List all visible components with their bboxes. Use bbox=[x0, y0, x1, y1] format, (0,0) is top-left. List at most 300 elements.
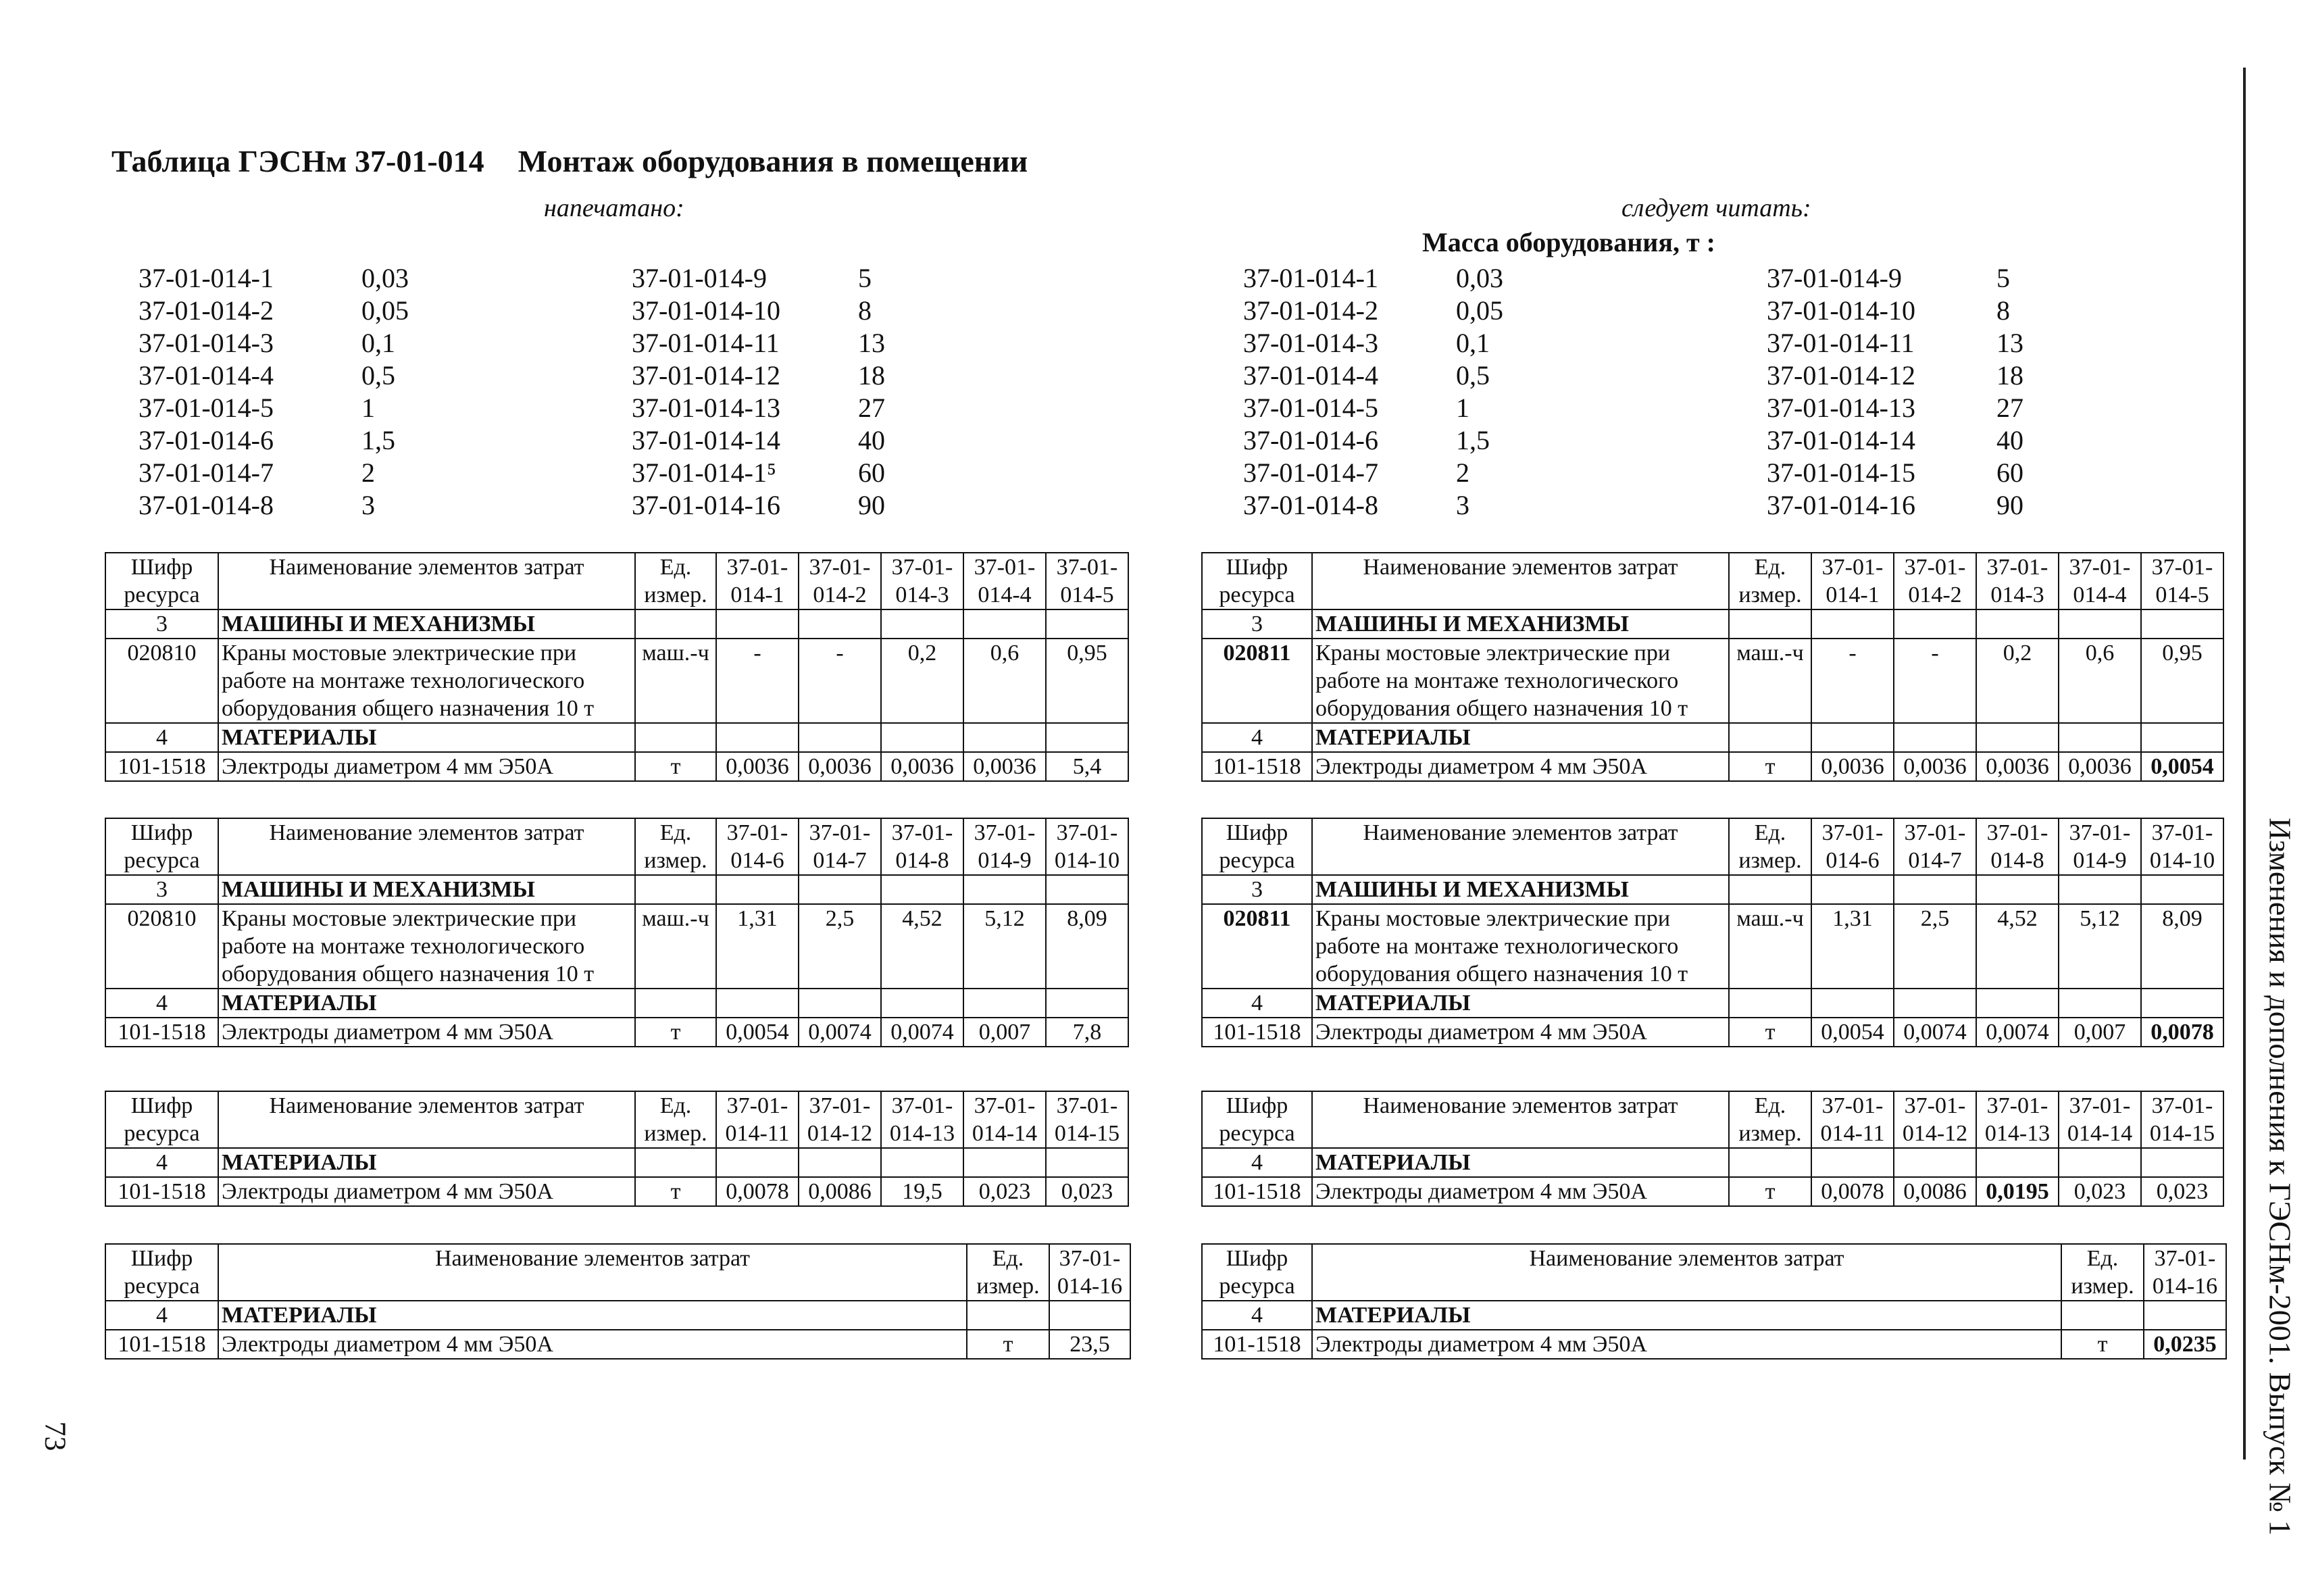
table-2-corrected bbox=[1201, 818, 2224, 1047]
resource-name: Электроды диаметром 4 мм Э50А bbox=[218, 1177, 635, 1206]
mass-code: 37-01-014-6 bbox=[1243, 425, 1378, 455]
section-title: МАТЕРИАЛЫ bbox=[218, 1148, 635, 1177]
table-row bbox=[105, 723, 1128, 752]
empty-cell bbox=[2141, 609, 2223, 639]
norm-value: 0,0195 bbox=[1976, 1177, 2059, 1206]
header-name: Наименование элементов затрат bbox=[218, 1244, 967, 1301]
header-name: Наименование элементов затрат bbox=[1312, 1091, 1729, 1148]
mass-code: 37-01-014-11 bbox=[1767, 328, 1915, 358]
mass-list-row bbox=[139, 457, 912, 489]
header-norm-code: 37-01- 014-13 bbox=[881, 1091, 963, 1148]
section-title: МАТЕРИАЛЫ bbox=[218, 723, 635, 752]
empty-cell bbox=[881, 875, 963, 904]
header-norm-code: 37-01- 014-8 bbox=[881, 818, 963, 875]
empty-cell bbox=[716, 609, 799, 639]
resource-code: 101-1518 bbox=[1202, 1330, 1312, 1359]
resource-code: 020811 bbox=[1202, 639, 1312, 723]
resource-unit: т bbox=[635, 1177, 716, 1206]
empty-cell bbox=[635, 875, 716, 904]
mass-list-row bbox=[1243, 327, 2051, 359]
header-norm-code: 37-01- 014-6 bbox=[716, 818, 799, 875]
resource-unit: т bbox=[1729, 1177, 1811, 1206]
norm-value: 1,31 bbox=[716, 904, 799, 989]
empty-cell bbox=[716, 989, 799, 1018]
resource-name: Электроды диаметром 4 мм Э50А bbox=[1312, 752, 1729, 781]
empty-cell bbox=[2059, 875, 2141, 904]
norm-value: 0,95 bbox=[1046, 639, 1128, 723]
norm-value: 4,52 bbox=[1976, 904, 2059, 989]
resource-name: Краны мостовые электрические при работе на монтаже технологического оборудования общего назначения 10 т bbox=[218, 639, 635, 723]
resource-code: 101-1518 bbox=[105, 1018, 218, 1047]
section-number: 3 bbox=[105, 875, 218, 904]
table-row bbox=[105, 1330, 1130, 1359]
mass-value: 0,05 bbox=[1456, 295, 1503, 326]
empty-cell bbox=[1046, 989, 1128, 1018]
mass-code: 37-01-014-5 bbox=[139, 393, 274, 423]
empty-cell bbox=[799, 723, 881, 752]
header-code: Шифр ресурса bbox=[1202, 553, 1312, 609]
mass-code: 37-01-014-12 bbox=[1767, 360, 1915, 391]
corrected-mass-list bbox=[1243, 262, 2051, 522]
mass-list-row bbox=[1243, 489, 2051, 522]
header-norm-code: 37-01- 014-14 bbox=[963, 1091, 1046, 1148]
empty-cell bbox=[1729, 989, 1811, 1018]
empty-cell bbox=[1894, 1148, 1976, 1177]
header-unit: Ед. измер. bbox=[2061, 1244, 2144, 1301]
table-row bbox=[105, 639, 1128, 723]
resource-code: 101-1518 bbox=[1202, 752, 1312, 781]
norm-value: 0,023 bbox=[2141, 1177, 2223, 1206]
resource-name: Электроды диаметром 4 мм Э50А bbox=[1312, 1018, 1729, 1047]
norm-value: 0,0078 bbox=[1811, 1177, 1894, 1206]
section-title: МАТЕРИАЛЫ bbox=[1312, 1301, 2061, 1330]
table-row bbox=[1202, 752, 2223, 781]
mass-value: 0,03 bbox=[1456, 263, 1503, 293]
norm-value: 0,023 bbox=[963, 1177, 1046, 1206]
mass-code: 37-01-014-2 bbox=[1243, 295, 1378, 326]
mass-value: 27 bbox=[1996, 393, 2023, 423]
norm-value: 0,0074 bbox=[1894, 1018, 1976, 1047]
header-unit: Ед. измер. bbox=[1729, 818, 1811, 875]
page-number: 73 bbox=[39, 1421, 72, 1451]
resource-code: 020811 bbox=[1202, 904, 1312, 989]
norm-value: 0,2 bbox=[881, 639, 963, 723]
norm-value: 23,5 bbox=[1049, 1330, 1130, 1359]
section-number: 4 bbox=[105, 723, 218, 752]
mass-code: 37-01-014-3 bbox=[1243, 328, 1378, 358]
empty-cell bbox=[716, 1148, 799, 1177]
empty-cell bbox=[1894, 989, 1976, 1018]
mass-code: 37-01-014-1⁵ bbox=[632, 457, 776, 488]
resource-code: 101-1518 bbox=[1202, 1018, 1312, 1047]
table-row bbox=[1202, 904, 2223, 989]
header-norm-code: 37-01- 014-11 bbox=[716, 1091, 799, 1148]
resource-code: 020810 bbox=[105, 639, 218, 723]
resource-code: 101-1518 bbox=[105, 1177, 218, 1206]
empty-cell bbox=[1976, 875, 2059, 904]
header-unit: Ед. измер. bbox=[635, 818, 716, 875]
norm-value: 0,0074 bbox=[881, 1018, 963, 1047]
mass-value: 2 bbox=[1456, 457, 1469, 488]
table-header-row bbox=[105, 1244, 1130, 1301]
table-header-row bbox=[1202, 1244, 2226, 1301]
header-norm-code: 37-01- 014-11 bbox=[1811, 1091, 1894, 1148]
norm-value: 0,023 bbox=[1046, 1177, 1128, 1206]
header-norm-code: 37-01- 014-9 bbox=[963, 818, 1046, 875]
mass-code: 37-01-014-14 bbox=[1767, 425, 1915, 455]
empty-cell bbox=[2141, 1148, 2223, 1177]
empty-cell bbox=[635, 723, 716, 752]
mass-list-row bbox=[139, 392, 912, 424]
empty-cell bbox=[1811, 989, 1894, 1018]
section-number: 3 bbox=[105, 609, 218, 639]
resource-code: 101-1518 bbox=[105, 1330, 218, 1359]
header-code: Шифр ресурса bbox=[1202, 1091, 1312, 1148]
table-row bbox=[1202, 989, 2223, 1018]
mass-list-row bbox=[139, 262, 912, 295]
table-id: Таблица ГЭСНм 37-01-014 bbox=[111, 144, 484, 178]
mass-list-row bbox=[1243, 392, 2051, 424]
mass-list-row bbox=[139, 359, 912, 392]
header-norm-code: 37-01- 014-10 bbox=[1046, 818, 1128, 875]
norm-value: 4,52 bbox=[881, 904, 963, 989]
header-unit: Ед. измер. bbox=[635, 1091, 716, 1148]
resource-name: Краны мостовые электрические при работе на монтаже технологического оборудования общего назначения 10 т bbox=[1312, 639, 1729, 723]
header-norm-code: 37-01- 014-9 bbox=[2059, 818, 2141, 875]
table-header-row bbox=[105, 553, 1128, 609]
header-name: Наименование элементов затрат bbox=[1312, 1244, 2061, 1301]
resource-name: Краны мостовые электрические при работе на монтаже технологического оборудования общего назначения 10 т bbox=[1312, 904, 1729, 989]
table-row bbox=[1202, 639, 2223, 723]
section-number: 3 bbox=[1202, 609, 1312, 639]
empty-cell bbox=[1729, 1148, 1811, 1177]
empty-cell bbox=[1894, 723, 1976, 752]
empty-cell bbox=[1729, 609, 1811, 639]
resource-unit: т bbox=[635, 1018, 716, 1047]
empty-cell bbox=[2141, 875, 2223, 904]
norm-value: 0,0036 bbox=[1976, 752, 2059, 781]
mass-code: 37-01-014-16 bbox=[1767, 490, 1915, 520]
empty-cell bbox=[1976, 1148, 2059, 1177]
header-norm-code: 37-01- 014-12 bbox=[1894, 1091, 1976, 1148]
mass-list-row bbox=[1243, 359, 2051, 392]
empty-cell bbox=[2141, 989, 2223, 1018]
norm-value: 0,0086 bbox=[1894, 1177, 1976, 1206]
resource-unit: т bbox=[967, 1330, 1049, 1359]
table-row bbox=[1202, 1018, 2223, 1047]
norm-value: 0,0036 bbox=[1894, 752, 1976, 781]
header-code: Шифр ресурса bbox=[1202, 818, 1312, 875]
header-norm-code: 37-01- 014-3 bbox=[881, 553, 963, 609]
header-norm-code: 37-01- 014-14 bbox=[2059, 1091, 2141, 1148]
header-code: Шифр ресурса bbox=[105, 1091, 218, 1148]
norm-value: 0,007 bbox=[963, 1018, 1046, 1047]
resource-unit: маш.-ч bbox=[1729, 904, 1811, 989]
table-row bbox=[105, 1018, 1128, 1047]
table-3-corrected bbox=[1201, 1091, 2224, 1207]
section-title: МАШИНЫ И МЕХАНИЗМЫ bbox=[218, 875, 635, 904]
printed-mass-list bbox=[139, 262, 912, 522]
mass-code: 37-01-014-10 bbox=[1767, 295, 1915, 326]
mass-code: 37-01-014-4 bbox=[1243, 360, 1378, 391]
norm-value: - bbox=[716, 639, 799, 723]
section-title: МАШИНЫ И МЕХАНИЗМЫ bbox=[1312, 875, 1729, 904]
mass-value: 0,05 bbox=[361, 295, 409, 326]
header-unit: Ед. измер. bbox=[967, 1244, 1049, 1301]
mass-value: 60 bbox=[858, 457, 885, 488]
empty-cell bbox=[963, 875, 1046, 904]
mass-value: 1 bbox=[361, 393, 375, 423]
empty-cell bbox=[2144, 1301, 2226, 1330]
header-norm-code: 37-01- 014-5 bbox=[1046, 553, 1128, 609]
mass-list-row bbox=[139, 327, 912, 359]
table-3-printed bbox=[105, 1091, 1129, 1207]
norm-value: 19,5 bbox=[881, 1177, 963, 1206]
mass-code: 37-01-014-14 bbox=[632, 425, 780, 455]
empty-cell bbox=[881, 989, 963, 1018]
table-row bbox=[1202, 1148, 2223, 1177]
empty-cell bbox=[881, 609, 963, 639]
table-row bbox=[105, 1177, 1128, 1206]
mass-value: 90 bbox=[858, 490, 885, 520]
should-read-label: следует читать: bbox=[1621, 194, 1811, 222]
norm-value: 0,0078 bbox=[716, 1177, 799, 1206]
norm-value: 5,4 bbox=[1046, 752, 1128, 781]
mass-code: 37-01-014-8 bbox=[139, 490, 274, 520]
header-norm-code: 37-01- 014-8 bbox=[1976, 818, 2059, 875]
mass-value: 0,03 bbox=[361, 263, 409, 293]
norm-value: 0,0054 bbox=[1811, 1018, 1894, 1047]
norm-value: 5,12 bbox=[963, 904, 1046, 989]
empty-cell bbox=[2059, 1148, 2141, 1177]
empty-cell bbox=[1049, 1301, 1130, 1330]
header-name: Наименование элементов затрат bbox=[218, 818, 635, 875]
section-number: 4 bbox=[1202, 723, 1312, 752]
empty-cell bbox=[1811, 723, 1894, 752]
header-code: Шифр ресурса bbox=[105, 818, 218, 875]
mass-value: 1,5 bbox=[1456, 425, 1490, 455]
header-norm-code: 37-01- 014-7 bbox=[1894, 818, 1976, 875]
header-norm-code: 37-01- 014-16 bbox=[2144, 1244, 2226, 1301]
norm-value: 0,023 bbox=[2059, 1177, 2141, 1206]
mass-value: 40 bbox=[858, 425, 885, 455]
empty-cell bbox=[963, 989, 1046, 1018]
table-4-printed bbox=[105, 1243, 1131, 1360]
header-code: Шифр ресурса bbox=[1202, 1244, 1312, 1301]
table-header-row bbox=[105, 818, 1128, 875]
mass-code: 37-01-014-11 bbox=[632, 328, 780, 358]
section-title: МАТЕРИАЛЫ bbox=[1312, 989, 1729, 1018]
section-number: 3 bbox=[1202, 875, 1312, 904]
section-number: 4 bbox=[1202, 1301, 1312, 1330]
norm-value: 2,5 bbox=[799, 904, 881, 989]
section-title: МАТЕРИАЛЫ bbox=[1312, 723, 1729, 752]
empty-cell bbox=[635, 1148, 716, 1177]
resource-unit: маш.-ч bbox=[635, 904, 716, 989]
norm-value: 0,0078 bbox=[2141, 1018, 2223, 1047]
empty-cell bbox=[1046, 1148, 1128, 1177]
header-norm-code: 37-01- 014-15 bbox=[2141, 1091, 2223, 1148]
empty-cell bbox=[1811, 875, 1894, 904]
norm-value: 2,5 bbox=[1894, 904, 1976, 989]
table-row bbox=[1202, 1177, 2223, 1206]
mass-code: 37-01-014-10 bbox=[632, 295, 780, 326]
empty-cell bbox=[963, 609, 1046, 639]
empty-cell bbox=[2059, 609, 2141, 639]
header-unit: Ед. измер. bbox=[635, 553, 716, 609]
header-name: Наименование элементов затрат bbox=[218, 1091, 635, 1148]
mass-value: 0,5 bbox=[1456, 360, 1490, 391]
empty-cell bbox=[799, 875, 881, 904]
mass-value: 8 bbox=[858, 295, 872, 326]
mass-code: 37-01-014-4 bbox=[139, 360, 274, 391]
mass-value: 0,1 bbox=[361, 328, 395, 358]
empty-cell bbox=[1976, 723, 2059, 752]
table-4-corrected bbox=[1201, 1243, 2227, 1360]
mass-code: 37-01-014-1 bbox=[1243, 263, 1378, 293]
resource-unit: т bbox=[1729, 1018, 1811, 1047]
mass-code: 37-01-014-5 bbox=[1243, 393, 1378, 423]
table-row bbox=[1202, 723, 2223, 752]
norm-value: 0,6 bbox=[2059, 639, 2141, 723]
norm-value: 0,0036 bbox=[963, 752, 1046, 781]
resource-unit: т bbox=[2061, 1330, 2144, 1359]
header-code: Шифр ресурса bbox=[105, 1244, 218, 1301]
header-unit: Ед. измер. bbox=[1729, 553, 1811, 609]
mass-value: 13 bbox=[1996, 328, 2023, 358]
resource-unit: маш.-ч bbox=[1729, 639, 1811, 723]
mass-code: 37-01-014-9 bbox=[632, 263, 767, 293]
empty-cell bbox=[635, 609, 716, 639]
table-header-row bbox=[1202, 818, 2223, 875]
empty-cell bbox=[799, 609, 881, 639]
norm-value: 0,2 bbox=[1976, 639, 2059, 723]
empty-cell bbox=[799, 1148, 881, 1177]
header-norm-code: 37-01- 014-5 bbox=[2141, 553, 2223, 609]
norm-value: 0,007 bbox=[2059, 1018, 2141, 1047]
table-row bbox=[105, 904, 1128, 989]
mass-list-row bbox=[1243, 295, 2051, 327]
section-number: 4 bbox=[105, 1148, 218, 1177]
header-name: Наименование элементов затрат bbox=[1312, 818, 1729, 875]
header-norm-code: 37-01- 014-15 bbox=[1046, 1091, 1128, 1148]
side-divider bbox=[2243, 68, 2246, 1460]
table-1-printed bbox=[105, 552, 1129, 782]
norm-value: 0,0086 bbox=[799, 1177, 881, 1206]
mass-value: 40 bbox=[1996, 425, 2023, 455]
table-header-row bbox=[1202, 1091, 2223, 1148]
empty-cell bbox=[1811, 1148, 1894, 1177]
header-norm-code: 37-01- 014-16 bbox=[1049, 1244, 1130, 1301]
mass-value: 5 bbox=[858, 263, 872, 293]
section-title: МАТЕРИАЛЫ bbox=[218, 989, 635, 1018]
table-caption: Монтаж оборудования в помещении bbox=[518, 144, 1028, 178]
mass-code: 37-01-014-9 bbox=[1767, 263, 1902, 293]
resource-code: 101-1518 bbox=[1202, 1177, 1312, 1206]
empty-cell bbox=[799, 989, 881, 1018]
section-title: МАШИНЫ И МЕХАНИЗМЫ bbox=[1312, 609, 1729, 639]
empty-cell bbox=[2059, 989, 2141, 1018]
mass-value: 18 bbox=[858, 360, 885, 391]
table-1-corrected bbox=[1201, 552, 2224, 782]
norm-value: 7,8 bbox=[1046, 1018, 1128, 1047]
table-2-printed bbox=[105, 818, 1129, 1047]
norm-value: - bbox=[799, 639, 881, 723]
mass-value: 13 bbox=[858, 328, 885, 358]
norm-value: 0,0036 bbox=[716, 752, 799, 781]
section-title: МАШИНЫ И МЕХАНИЗМЫ bbox=[218, 609, 635, 639]
mass-list-row bbox=[139, 424, 912, 457]
norm-value: 0,0235 bbox=[2144, 1330, 2226, 1359]
norm-value: 0,0054 bbox=[2141, 752, 2223, 781]
mass-code: 37-01-014-7 bbox=[139, 457, 274, 488]
empty-cell bbox=[1976, 609, 2059, 639]
resource-name: Электроды диаметром 4 мм Э50А bbox=[218, 1330, 967, 1359]
header-norm-code: 37-01- 014-4 bbox=[2059, 553, 2141, 609]
mass-code: 37-01-014-13 bbox=[1767, 393, 1915, 423]
mass-code: 37-01-014-3 bbox=[139, 328, 274, 358]
table-row bbox=[105, 1301, 1130, 1330]
empty-cell bbox=[716, 723, 799, 752]
mass-value: 90 bbox=[1996, 490, 2023, 520]
norm-value: 0,6 bbox=[963, 639, 1046, 723]
mass-value: 0,5 bbox=[361, 360, 395, 391]
mass-code: 37-01-014-12 bbox=[632, 360, 780, 391]
table-row bbox=[1202, 609, 2223, 639]
resource-code: 101-1518 bbox=[105, 752, 218, 781]
header-norm-code: 37-01- 014-4 bbox=[963, 553, 1046, 609]
resource-name: Краны мостовые электрические при работе на монтаже технологического оборудования общего назначения 10 т bbox=[218, 904, 635, 989]
empty-cell bbox=[967, 1301, 1049, 1330]
header-code: Шифр ресурса bbox=[105, 553, 218, 609]
mass-list-row bbox=[1243, 262, 2051, 295]
header-norm-code: 37-01- 014-13 bbox=[1976, 1091, 2059, 1148]
norm-value: 8,09 bbox=[2141, 904, 2223, 989]
empty-cell bbox=[2061, 1301, 2144, 1330]
header-norm-code: 37-01- 014-10 bbox=[2141, 818, 2223, 875]
mass-code: 37-01-014-8 bbox=[1243, 490, 1378, 520]
printed-label: напечатано: bbox=[544, 194, 684, 222]
norm-value: 5,12 bbox=[2059, 904, 2141, 989]
empty-cell bbox=[1046, 875, 1128, 904]
mass-value: 3 bbox=[1456, 490, 1469, 520]
empty-cell bbox=[1046, 609, 1128, 639]
table-row bbox=[105, 609, 1128, 639]
header-norm-code: 37-01- 014-1 bbox=[716, 553, 799, 609]
header-name: Наименование элементов затрат bbox=[1312, 553, 1729, 609]
norm-value: 0,0036 bbox=[799, 752, 881, 781]
table-row bbox=[1202, 1330, 2226, 1359]
empty-cell bbox=[1046, 723, 1128, 752]
header-norm-code: 37-01- 014-7 bbox=[799, 818, 881, 875]
table-row bbox=[1202, 1301, 2226, 1330]
header-norm-code: 37-01- 014-2 bbox=[1894, 553, 1976, 609]
resource-name: Электроды диаметром 4 мм Э50А bbox=[218, 752, 635, 781]
table-header-row bbox=[1202, 553, 2223, 609]
norm-value: - bbox=[1811, 639, 1894, 723]
table-row bbox=[105, 989, 1128, 1018]
resource-unit: т bbox=[635, 752, 716, 781]
mass-value: 27 bbox=[858, 393, 885, 423]
mass-list-row bbox=[139, 295, 912, 327]
mass-list-row bbox=[139, 489, 912, 522]
section-number: 4 bbox=[105, 1301, 218, 1330]
mass-code: 37-01-014-2 bbox=[139, 295, 274, 326]
norm-value: 1,31 bbox=[1811, 904, 1894, 989]
mass-list-row bbox=[1243, 457, 2051, 489]
mass-value: 18 bbox=[1996, 360, 2023, 391]
mass-code: 37-01-014-15 bbox=[1767, 457, 1915, 488]
